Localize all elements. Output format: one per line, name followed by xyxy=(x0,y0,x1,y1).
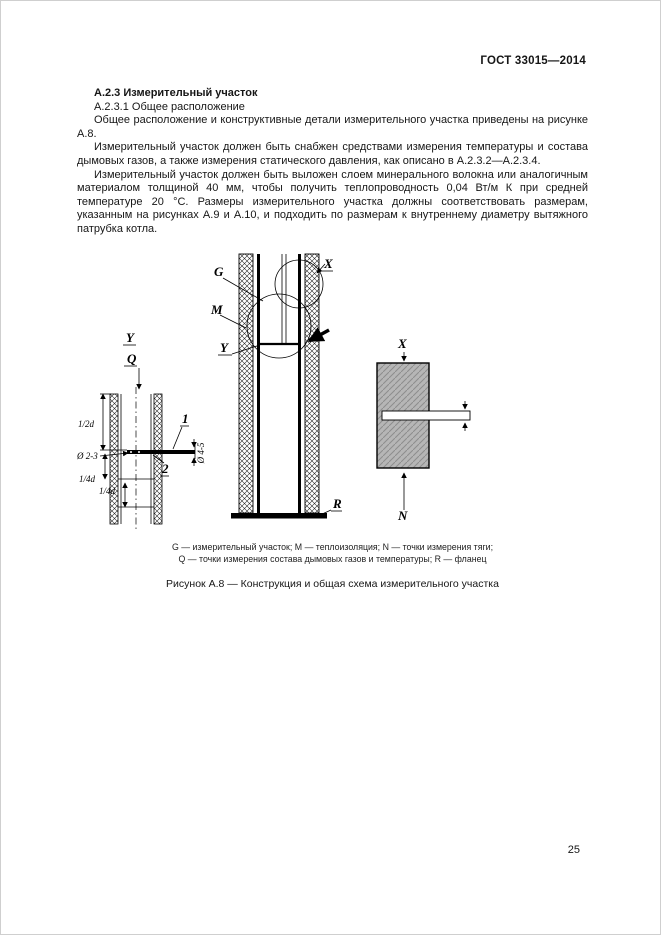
label-g: G xyxy=(214,263,224,279)
label-q: Q xyxy=(127,350,137,366)
dim-dia-4-5: Ø 4-5 xyxy=(196,442,206,463)
label-y-left: Y xyxy=(126,329,134,345)
flange xyxy=(231,513,327,519)
dim-quarter-d-a: 1/4d xyxy=(79,473,96,484)
dim-quarter-d-b: 1/4d xyxy=(99,485,116,496)
label-n: N xyxy=(398,507,408,523)
label-y-main: Y xyxy=(220,339,228,355)
page-content xyxy=(77,87,588,591)
sampling-probe xyxy=(127,450,195,454)
probe-tube xyxy=(382,411,470,420)
figure-a8 xyxy=(77,246,588,592)
label-x-section: X xyxy=(398,335,407,351)
center-measuring-section xyxy=(210,254,342,519)
detail-circle-y xyxy=(247,294,311,358)
figure-caption-line1: G — измерительный участок; M — теплоизоляция; N — точки измерения тяги; xyxy=(171,541,494,552)
insulation-left xyxy=(239,254,253,513)
section-heading: А.2.3 Измерительный участок xyxy=(94,87,258,99)
label-x-detail: X xyxy=(324,255,333,271)
inner-wall-right xyxy=(298,254,301,513)
paragraph-3: Измерительный участок должен быть выложен слоем минерального волокна или аналогичным материалом толщиной 40 мм, чтобы получить теплопроводность 0,04 Вт/м К при средней температуре 20 °С. Размеры измерительного участка должны соответствовать размерам, указанным на рисунках А.9 и А.10, и подходить по размерам к внутреннему диаметру вытяжного патрубка котла. xyxy=(77,168,588,235)
label-m: M xyxy=(211,301,223,317)
right-cross-section xyxy=(377,336,470,523)
label-callout-2: 2 xyxy=(162,460,169,476)
inner-wall-left xyxy=(257,254,260,513)
dim-half-d: 1/2d xyxy=(78,418,95,429)
page-number: 25 xyxy=(567,844,580,856)
doc-number: ГОСТ 33015—2014 xyxy=(480,55,586,67)
paragraph-1: Общее расположение и конструктивные детали измерительного участка приведены на рисунке А.8. xyxy=(77,114,588,140)
left-detail-duct-section xyxy=(77,330,206,530)
label-r: R xyxy=(333,495,342,511)
figure-a8-drawing xyxy=(77,246,597,538)
label-callout-1: 1 xyxy=(182,410,189,426)
figure-title: Рисунок А.8 — Конструкция и общая схема измерительного участка xyxy=(166,577,499,590)
subsection-heading: А.2.3.1 Общее расположение xyxy=(94,100,245,113)
paragraph-2: Измерительный участок должен быть снабжен средствами измерения температуры и состава дымовых газов, а также измерения статического давления, как описано в А.2.3.2—А.2.3.4. xyxy=(77,141,588,167)
figure-caption-line2: Q — точки измерения состава дымовых газов и температуры; R — фланец xyxy=(178,553,487,564)
duct-wall-left xyxy=(110,394,118,524)
dim-dia-2-3: Ø 2-3 xyxy=(77,450,98,461)
figure-caption xyxy=(77,541,588,565)
insulation-right xyxy=(305,254,319,513)
